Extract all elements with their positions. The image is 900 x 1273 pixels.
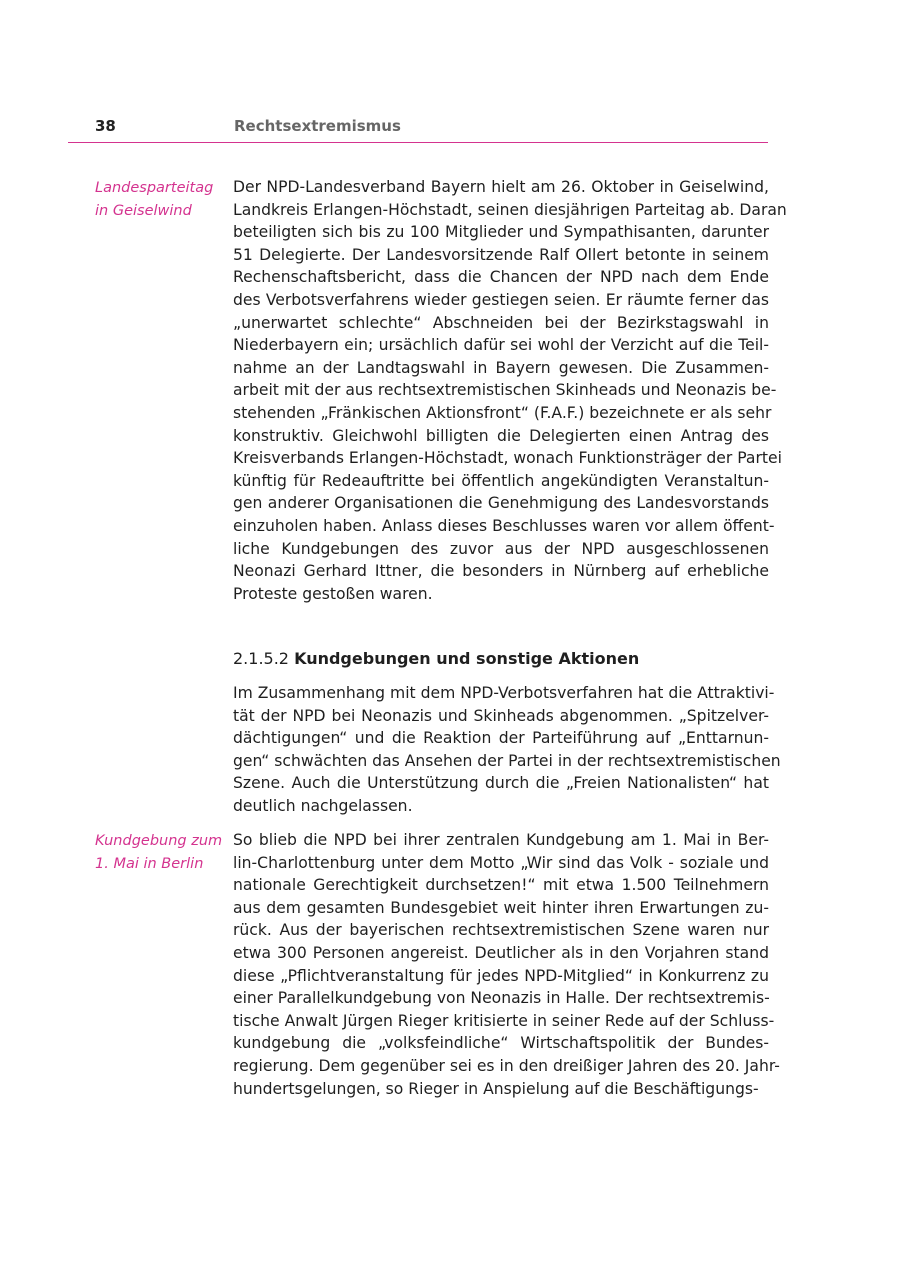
text-line: rück. Aus der bayerischen rechtsextremistischen Szene waren nur	[233, 921, 769, 940]
text-line: arbeit mit der aus rechtsextremistischen Skinheads und Neonazis be-	[233, 381, 777, 400]
text-line: kundgebung die „volksfeindliche“ Wirtschaftspolitik der Bundes-	[233, 1034, 769, 1053]
text-line: tische Anwalt Jürgen Rieger kritisierte in seiner Rede auf der Schluss-	[233, 1011, 775, 1030]
text-line: stehenden „Fränkischen Aktionsfront“ (F.A.F.) bezeichnete er als sehr	[233, 403, 772, 422]
text-line: Im Zusammenhang mit dem NPD-Verbotsverfahren hat die Attraktivi-	[233, 684, 775, 702]
text-line: gen anderer Organisationen die Genehmigung des Landesvorstands	[233, 494, 769, 513]
text-line: „unerwartet schlechte“ Abschneiden bei der Bezirkstagswahl in	[233, 313, 769, 332]
paragraph-kundgebung	[233, 829, 780, 1100]
page-header	[68, 116, 768, 143]
text-line: deutlich nachgelassen.	[233, 796, 413, 815]
text-line: nahme an der Landtagswahl in Bayern gewesen. Die Zusammen-	[233, 358, 769, 377]
text-line: gen“ schwächten das Ansehen der Partei in der rechtsextremistischen	[233, 751, 781, 770]
running-title: Rechtsextremismus	[234, 117, 401, 135]
text-line: etwa 300 Personen angereist. Deutlicher als in den Vorjahren stand	[233, 943, 769, 962]
text-line: Proteste gestoßen waren.	[233, 584, 433, 603]
text-line: einer Parallelkundgebung von Neonazis in Halle. Der rechtsextremis-	[233, 989, 770, 1008]
margin-note-landesparteitag: Landesparteitag in Geiselwind	[95, 180, 214, 219]
paragraph-landesparteitag	[233, 176, 787, 605]
margin-note-kundgebung: Kundgebung zum 1. Mai in Berlin	[95, 833, 223, 872]
text-line: Landkreis Erlangen-Höchstadt, seinen diesjährigen Parteitag ab. Daran	[233, 200, 787, 219]
text-line: tät der NPD bei Neonazis und Skinheads abgenommen. „Spitzelver-	[233, 706, 769, 725]
text-line: konstruktiv. Gleichwohl billigten die Delegierten einen Antrag des	[233, 426, 769, 445]
text-line: lin-Charlottenburg unter dem Motto „Wir sind das Volk - soziale und	[233, 853, 769, 872]
paragraph-verbotsverfahren	[233, 682, 781, 818]
text-line: dächtigungen“ und die Reaktion der Parteiführung auf „Enttarnun-	[233, 729, 769, 748]
text-line: diese „Pflichtveranstaltung für jedes NPD-Mitglied“ in Konkurrenz zu	[233, 966, 769, 985]
text-line: beteiligten sich bis zu 100 Mitglieder und Sympathisanten, darunter	[233, 223, 769, 242]
text-line: Kreisverbands Erlangen-Höchstadt, wonach Funktionsträger der Partei	[233, 449, 782, 468]
text-line: hundertsgelungen, so Rieger in Anspielung auf die Beschäftigungs-	[233, 1079, 759, 1098]
text-line: liche Kundgebungen des zuvor aus der NPD ausgeschlossenen	[233, 539, 769, 558]
text-line: künftig für Redeauftritte bei öffentlich angekündigten Veranstaltun-	[233, 471, 769, 490]
text-line: Neonazi Gerhard Ittner, die besonders in Nürnberg auf erhebliche	[233, 562, 769, 581]
section-number: 2.1.5.2	[233, 649, 289, 668]
text-line: regierung. Dem gegenüber sei es in den dreißiger Jahren des 20. Jahr-	[233, 1056, 780, 1075]
text-line: des Verbotsverfahrens wieder gestiegen seien. Er räumte ferner das	[233, 290, 769, 309]
text-line: So blieb die NPD bei ihrer zentralen Kundgebung am 1. Mai in Ber-	[233, 831, 769, 849]
text-line: Niederbayern ein; ursächlich dafür sei wohl der Verzicht auf die Teil-	[233, 336, 769, 355]
text-line: 51 Delegierte. Der Landesvorsitzende Ralf Ollert betonte in seinem	[233, 245, 769, 264]
page-number: 38	[95, 117, 116, 135]
text-line: Rechenschaftsbericht, dass die Chancen der NPD nach dem Ende	[233, 268, 769, 287]
text-line: aus dem gesamten Bundesgebiet weit hinter ihren Erwartungen zu-	[233, 898, 769, 917]
text-line: Der NPD-Landesverband Bayern hielt am 26. Oktober in Geiselwind,	[233, 178, 769, 196]
text-line: Szene. Auch die Unterstützung durch die „Freien Nationalisten“ hat	[233, 774, 769, 793]
text-line: einzuholen haben. Anlass dieses Beschlusses waren vor allem öffent-	[233, 516, 775, 535]
section-title: Kundgebungen und sonstige Aktionen	[294, 649, 640, 668]
text-line: nationale Gerechtigkeit durchsetzen!“ mit etwa 1.500 Teilnehmern	[233, 876, 769, 895]
section-heading	[233, 648, 769, 670]
